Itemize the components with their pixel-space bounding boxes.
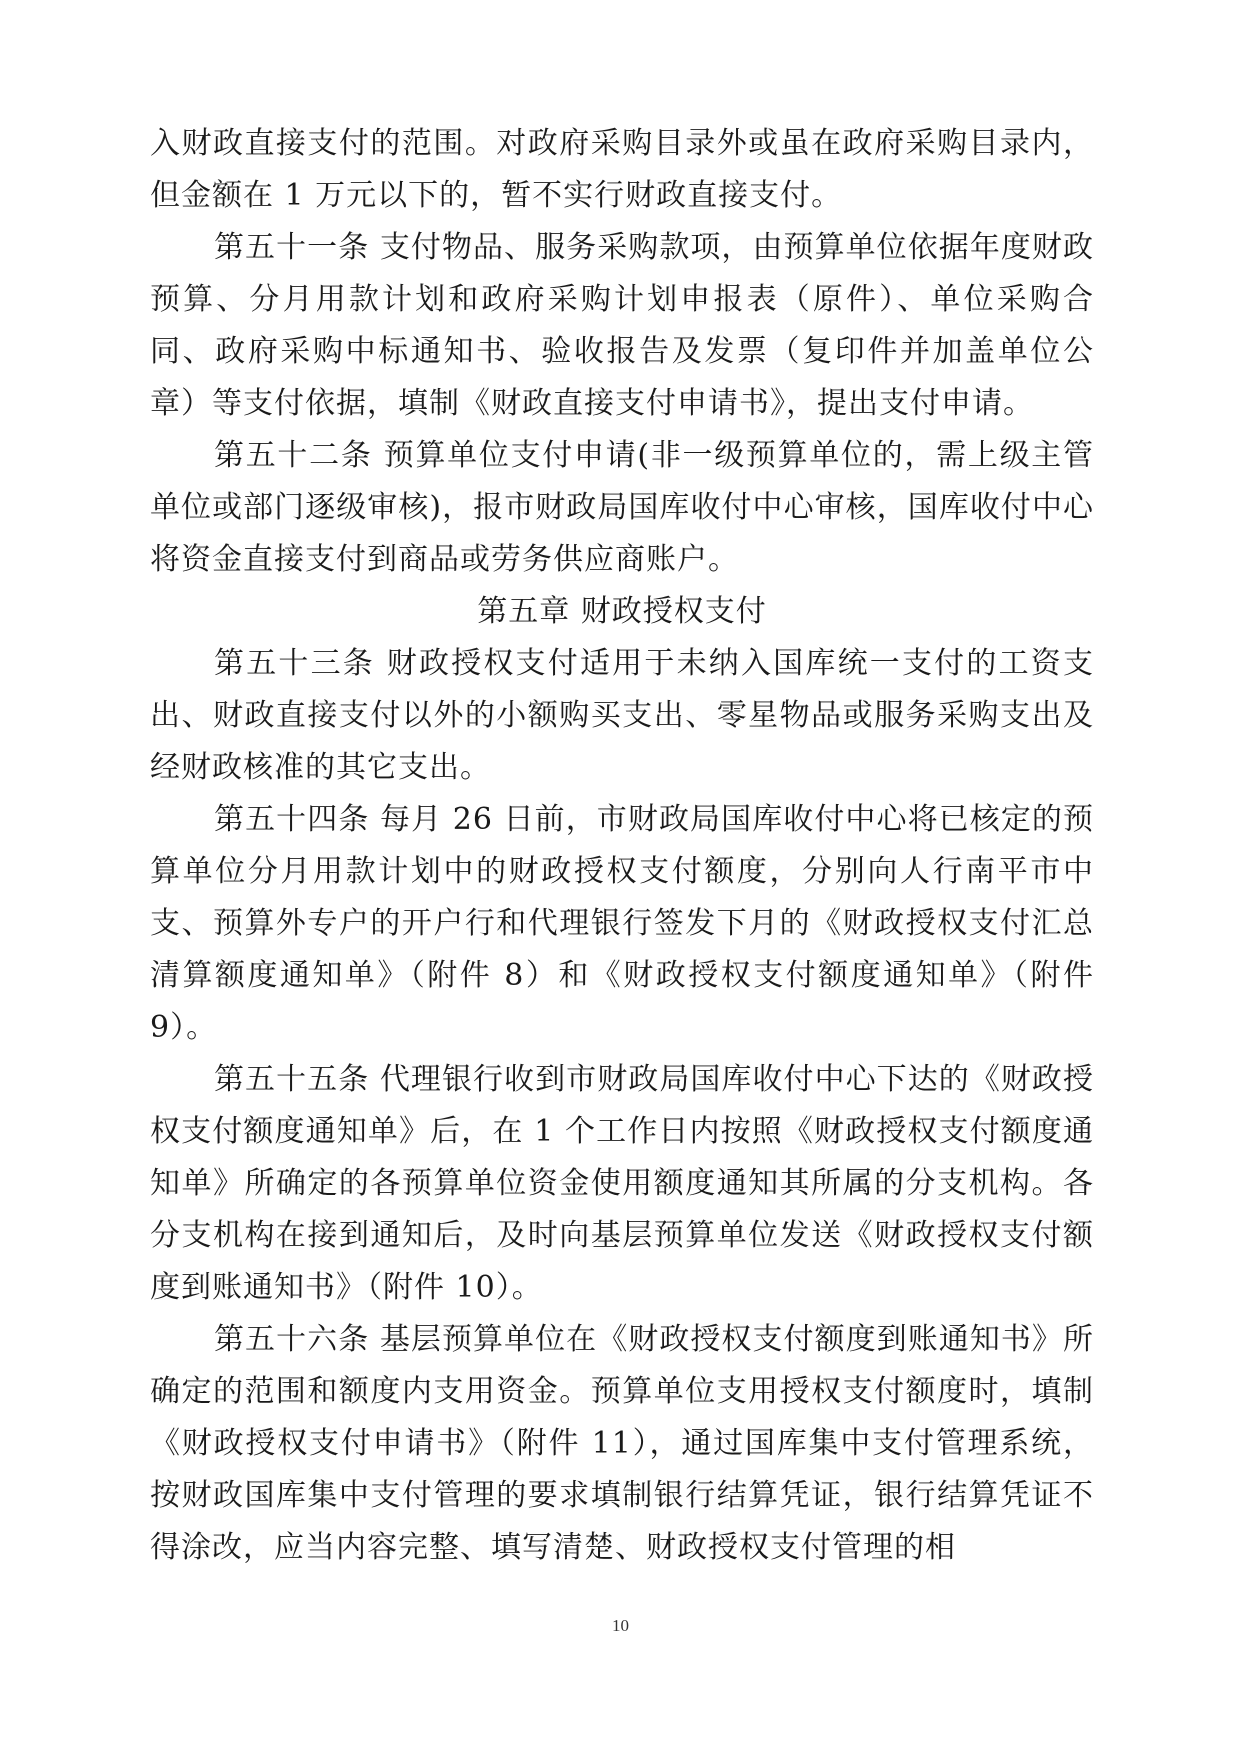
- paragraph-article-51: 第五十一条 支付物品、服务采购款项，由预算单位依据年度财政预算、分月用款计划和政府采购计划申报表（原件）、单位采购合同、政府采购中标通知书、验收报告及发票（复印件并加盖单位公章）等支付依据，填制《财政直接支付申请书》，提出支付申请。: [150, 230, 1094, 421]
- paragraph-article-53: 第五十三条 财政授权支付适用于未纳入国库统一支付的工资支出、财政直接支付以外的小额购买支出、零星物品或服务采购支出及经财政核准的其它支出。: [150, 646, 1094, 785]
- paragraph-article-55: 第五十五条 代理银行收到市财政局国库收付中心下达的《财政授权支付额度通知单》后，在 1 个工作日内按照《财政授权支付额度通知单》所确定的各预算单位资金使用额度通知其所属的分支机构。各分支机构在接到通知后，及时向基层预算单位发送《财政授权支付额度到账通知书》（附件 10）。: [150, 1062, 1094, 1305]
- chapter-title: 第五章 财政授权支付: [477, 594, 767, 629]
- document-body: [150, 118, 1094, 1574]
- page-number: 10: [612, 1616, 629, 1635]
- paragraph-article-56: 第五十六条 基层预算单位在《财政授权支付额度到账通知书》所确定的范围和额度内支用资金。预算单位支用授权支付额度时，填制《财政授权支付申请书》（附件 11），通过国库集中支付管理系统，按财政国库集中支付管理的要求填制银行结算凭证，银行结算凭证不得涂改，应当内容完整、填写清楚、财政授权支付管理的相: [150, 1322, 1094, 1565]
- paragraph-continuation: 入财政直接支付的范围。对政府采购目录外或虽在政府采购目录内，但金额在 1 万元以下的，暂不实行财政直接支付。: [150, 126, 1094, 213]
- paragraph-article-52: 第五十二条 预算单位支付申请(非一级预算单位的，需上级主管单位或部门逐级审核)，报市财政局国库收付中心审核，国库收付中心将资金直接支付到商品或劳务供应商账户。: [150, 438, 1094, 577]
- paragraph-article-54: 第五十四条 每月 26 日前，市财政局国库收付中心将已核定的预算单位分月用款计划中的财政授权支付额度，分别向人行南平市中支、预算外专户的开户行和代理银行签发下月的《财政授权支付汇总清算额度通知单》（附件 8）和《财政授权支付额度通知单》（附件 9）。: [150, 802, 1094, 1045]
